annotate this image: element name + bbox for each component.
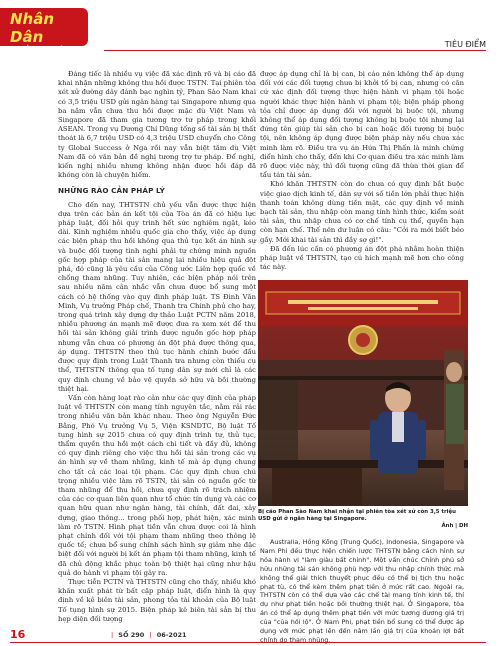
page-footer (0, 628, 500, 646)
photo-caption (258, 509, 468, 530)
logo-sub-text: hằng tháng (18, 46, 76, 57)
body-paragraph: Vấn còn hàng loạt rào cản như các quy định của pháp luật về THTSTN còn mang tính nguyên tắc, nằm rải rác trong nhiều văn bản khác nhau. Theo ông Nguyễn Đức Bằng, Phó Vụ trưởng Vụ 5, Viện KSNDTC, Bộ luật Tố tụng hình sự 2015 chưa có quy định trình tự, thủ tục, thẩm quyền thu hồi một cách chi tiết và đầy đủ, không có quy định riêng cho việc thu hồi tài sản trong các vụ án hình sự về tham nhũng, kinh tế mà áp dụng chung cho tất cả các loại tội phạm. Các quy định chưa chú trọng nhiều việc làm rõ TSTN, tài sản có nguồn gốc từ tham nhũng để thu hồi, chưa quy định rõ trách nhiệm của các cơ quan liên quan như tổ chức tín dụng và các cơ quan hữu quan như ngân hàng, tài chính, đất đai, xây dựng, giao thông... trong phối hợp, phát hiện, xác minh làm rõ TSTN. Hình phạt tiền vẫn chưa được coi là hình phạt chính đối với tội phạm tham nhũng theo thông lệ quốc tế; chưa bổ sung chính sách hình sự giảm nhẹ đặc biệt đối với người bị kết án phạm tội tham nhũng, kinh tế đã chủ động khắc phục toàn bộ thiệt hại cũng như hậu quả do hành vi phạm tội gây ra. (58, 393, 256, 577)
body-paragraph: Đã đến lúc cần có phương án đột phá nhằm hoàn thiện pháp luật về THTSTN, tạo cú hích mạnh mẽ hơn cho công tác này. (260, 244, 464, 272)
intro-paragraph: Đáng tiếc là nhiều vụ việc đã xác định rõ và bị cáo đã khai nhận những không thu hồi được TSTN. Tại phiên tòa xét xử đường dây đánh bạc nghìn tỷ, Phan Sào Nam khai có 3,5 triệu USD gửi ngân hàng tại Singapore nhưng qua ba năm vẫn chưa thu hồi được mặc dù Việt Nam và Singapore đã tham gia tương trợ tư pháp trong khối ASEAN. Trong vụ Dương Chí Dũng tống số tài sản bị thất thoát là 6,7 triệu USD có 4,3 triệu USD chuyển cho Công ty Global Success ở Nga rồi nay vẫn biệt tăm dù Việt Nam đã có văn bản đề nghị tương trợ tư pháp. Để nghị, kiến nghị nhiều nhưng không nhận được hồi đáp đã khóng còn là chuyện hiếm. (58, 70, 256, 180)
page-header (0, 0, 500, 57)
issue-info (108, 631, 187, 639)
body-paragraph: Cho đến nay, THTSTN chủ yếu vẫn được thực hiện dựa trên các bản án kết tội của Tòa án đã có hiệu lực pháp luật, đối hỏi quy trình hết sức nghiêm ngặt, kéo dài. Kinh nghiệm nhiều quốc gia cho thấy, việc áp dụng các biện pháp thu hồi không qua thủ tục kết án hình sự và buộc đối tượng tình nghi phải tự chứng minh nguồn gốc hợp pháp của tài sản mang lại nhiều hiệu quả đột phá, đó cũng là yêu cầu của Công ước Liên hợp quốc về chống tham nhũng. Tuy nhiên, các biện pháp nói trên sau nhiều năm cân nhắc vẫn chưa được bổ sung một cách có hệ thống vào quy định pháp luật. TS Đinh Văn Minh, Vụ trưởng Pháp chế, Thanh tra Chính phủ cho hay, trong quá trình xây dựng dự thảo Luật PCTN năm 2018, nhiều phương án mạnh mẽ được đưa ra xem xét để thu hồi tài sản không giải trình được nguồn gốc hợp pháp nhưng vẫn chưa có phương án đột phá được thông qua, áp dụng. THTSTN theo thủ tục hành chính bước đầu được quy định trong Luật Thanh tra nhưng còn thiếu cụ thể, THTSTN thông qua tố tụng dân sự mới chỉ là các quy định chung về bảo vệ quyền sở hữu và bồi thường thiệt hại. (58, 200, 256, 393)
courtroom-photo-illustration (258, 280, 468, 506)
body-paragraph: được áp dụng chỉ là bị can, bị cáo nên không thể áp dụng đối với các đối tượng chưa bị khởi tố bị can, nhưng có căn cứ xác định đối tượng thực hiện hành vi phạm tội hoặc người khác thực hiện hành vi phạm tội; biện pháp phong tỏa chỉ được áp dụng đối với người bị buộc tội, nhưng không thể áp dụng đối tượng không bị buộc tội nhưng lại đứng tên giúp tài sản cho bị can hoặc đối tượng bị buộc tội, nên không áp dụng được biện pháp này nếu chưa xác minh làm rõ. Điều tra vụ án Hứa Thị Phấn là minh chứng điển hình cho thấy, đến khi Cơ quan điều tra xác minh làm rõ được việc này, thì đối tượng cũng đã thừa thời gian để tẩu tán tài sản. (260, 70, 464, 180)
left-column (58, 70, 256, 624)
section-label: TIÊU ĐIỂM (444, 40, 486, 49)
logo-main-text: Nhân Dân (10, 10, 55, 46)
issue-separator: | (149, 631, 152, 639)
header-rule (104, 50, 486, 51)
issue-number: SỐ 290 (118, 631, 145, 639)
page-number: 16 (10, 628, 26, 641)
section-heading: NHỮNG RÀO CẢN PHÁP LÝ (58, 186, 165, 196)
body-paragraph: Thực tiễn PCTN và THTSTN cũng cho thấy, nhiều khó khăn xuất phát từ bất cập pháp luật, điển hình là quy định về kê biên tài sản, phong tỏa tài khoản của Bộ luật Tố tụng hình sự 2015. Biện pháp kê biên tài sản bị thu hẹp diện đối tượng (58, 577, 256, 623)
issue-separator: | (111, 631, 114, 639)
photo-credit: Ảnh | DH (441, 523, 468, 529)
courtroom-photo (258, 280, 468, 506)
body-paragraph: Khó khăn THTSTN còn do chưa có quy định bắt buộc việc giao dịch kinh tế, dân sự với số tiền lớn phải thực hiện thanh toán không dùng tiền mặt, các quy định về minh bạch tài sản, thu nhập còn mang tính hình thức, kiểm soát tài sản, thu nhập chưa có cơ chế tính cụ thể, quyền hạn còn hạn chế. Thế nên dư luận có câu: "Cởi ra mới biết béo gầy. Mới khai tài sản thì đầy sợ gì!". (260, 180, 464, 244)
caption-text: Bị cáo Phan Sào Nam khai nhận tại phiên tòa xét xử còn 3,5 triệu USD gửi ở ngân hàng tại Singapore. (258, 509, 456, 522)
footer-rule (10, 642, 486, 643)
nhan-dan-logo (0, 8, 88, 57)
right-column-top (260, 70, 464, 272)
body-paragraph: Australia, Hồng Kông (Trung Quốc), Indonesia, Singapore và Nam Phi đều thực hiện chiến lược THTSTN bằng cách hình sự hóa hành vi "làm giàu bất chính". Một vấn chúc Chính phủ sở hữu những tài sản không phù hợp với thu nhập chính thức mà không thể giải thích thuyết phục đều có thể bị tịch thu hoặc phạt tù, có thể kèm thêm phạt tiền ở mức rất cao. Ngoài ra, THTSTN còn có thể dựa vào các chế tài mang tính kinh tế, thí dụ như phạt tiền hoặc bồi thường thiệt hại. Ở Singapore, tòa án có thể áp dụng thêm phạt tiền với mức tương đương giá trị của "của hối lộ". Ở Nam Phi, phạt tiền bổ sung có thể được áp dụng với mức phạt lên đến năm lần giá trị của khoản lợi bất chính do tham nhũng. (260, 538, 464, 644)
issue-date: 06-2021 (156, 631, 187, 639)
